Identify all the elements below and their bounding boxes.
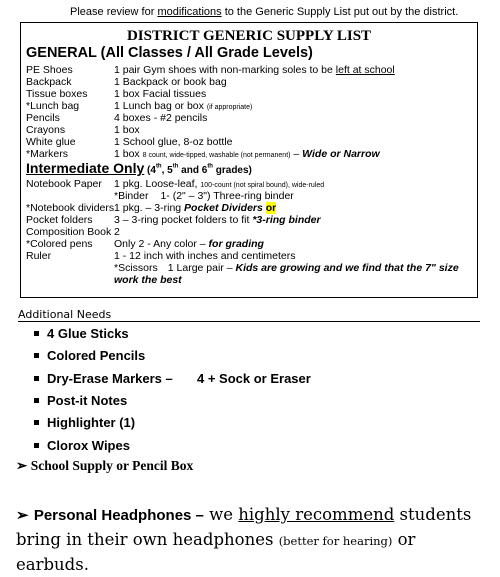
review-notice [70,6,458,18]
need-item-colored-pencils [34,348,145,363]
general-item-white-glue [26,136,233,148]
need-item-highlighter [34,415,135,430]
item-label: Tissue boxes [26,88,88,100]
item-text: 1 School glue, 8-oz bottle [114,136,233,148]
item-label: *Scissors [114,262,158,274]
item-label: Crayons [26,124,66,136]
arrow-bullet-icon: ➢ [16,507,29,524]
item-text: 1 pkg. Loose-leaf, [114,178,201,190]
need-item-clorox-wipes [34,438,130,453]
need-item-post-it-notes [34,393,127,408]
item-text: 1 Large pair – [167,262,236,274]
headphones-label: Personal Headphones – [33,507,204,524]
need-item-label: Colored Pencils [47,348,146,363]
general-item-crayons [26,124,140,136]
school-supply-box-text: School Supply or Pencil Box [30,458,194,473]
general-item-pencils [26,112,207,124]
headphones-text-1: we [203,505,239,524]
item-text: Only 2 - Any color – [114,238,209,250]
item-label: *Lunch bag [26,100,80,112]
inter-item-ruler [26,250,296,262]
item-label: Composition Book [26,226,112,238]
need-side-note: 4 + Sock or Eraser [197,371,311,386]
item-label: Pocket folders [26,214,93,226]
need-item-dry-erase-markers [34,371,173,386]
item-small-note: 8 count, wide-tipped, washable (not permanent) [142,152,291,159]
item-text: 3 – 3-ring pocket folders to fit [114,214,253,226]
inter-item-notebook-dividers [26,202,276,214]
grades-mid-2: and 6 [178,165,208,176]
notice-after: to the Generic Supply List put out by the district. [221,6,459,18]
grades-paren-close: grades) [212,165,252,176]
item-text: 1 Backpack or book bag [114,76,227,88]
square-bullet-icon [34,376,39,381]
item-bold-note: for grading [208,238,264,250]
square-bullet-icon [34,353,39,358]
school-supply-box-line [16,458,193,474]
item-label: *Binder [114,190,149,202]
square-bullet-icon [34,420,39,425]
item-label: *Notebook dividers [26,202,115,214]
headphones-underlined: highly recommend [238,505,395,524]
item-bold-note: Pocket Dividers [184,202,263,214]
grade-suffix: th [155,163,162,170]
inter-item-composition-book [26,226,120,238]
additional-needs-title: Additional Needs [18,308,112,321]
scissors-note-line-2: work the best [114,274,182,286]
item-label: Pencils [26,112,60,124]
grades-mid-1: , 5 [161,165,173,176]
general-item-tissue-boxes [26,88,206,100]
inter-item-pocket-folders [26,214,321,226]
item-label: Notebook Paper [26,178,102,190]
item-text: 1- (2" – 3") Three-ring binder [160,190,294,202]
general-item-backpack [26,76,227,88]
item-bold-note: *3-ring binder [252,214,321,226]
item-text: 1 Lunch bag or box [114,100,207,112]
item-small-note: 100-count (not spiral bound), wide-ruled [200,182,325,189]
item-text: 1 pair Gym shoes with non-marking soles to be [114,64,336,76]
item-text: 1 box [114,148,143,160]
highlighted-or: or [265,202,277,214]
need-item-label: Highlighter (1) [47,415,136,430]
headphones-note [16,503,486,577]
item-small-note: (if appropriate) [206,104,253,111]
item-label: PE Shoes [26,64,73,76]
divider [18,321,480,322]
item-text: 4 boxes - #2 pencils [114,112,208,124]
grade-suffix: th [172,163,179,170]
intermediate-heading-main: Intermediate Only [26,160,145,176]
inter-item-scissors [114,262,459,274]
headphones-text-3: or earbuds. [16,530,416,574]
modifications-link[interactable]: modifications [157,6,222,18]
supply-list-title: DISTRICT GENERIC SUPPLY LIST [126,28,372,44]
square-bullet-icon [34,331,39,336]
need-item-label: Post-it Notes [47,393,128,408]
item-text: 1 - 12 inch with inches and centimeters [114,250,296,262]
general-heading: GENERAL (All Classes / All Grade Levels) [26,45,313,61]
supply-list-box [20,22,478,298]
need-item-glue-sticks [34,326,129,341]
notice-before: Please review for [70,6,158,18]
item-dash: – [290,148,303,160]
item-text: 1 box [114,124,140,136]
square-bullet-icon [34,398,39,403]
inter-item-colored-pens [26,238,264,250]
square-bullet-icon [34,443,39,448]
item-label: *Markers [26,148,69,160]
item-label: Ruler [26,250,52,262]
item-text: 1 pkg. – 3-ring [114,202,185,214]
inter-item-binder [114,190,294,202]
arrow-bullet-icon: ➢ [16,458,28,473]
item-label: *Colored pens [26,238,93,250]
grades-paren-open: (4 [144,165,156,176]
item-text: 1 box Facial tissues [114,88,207,100]
item-bold-note: Wide or Narrow [302,148,380,160]
grade-suffix: th [207,163,213,170]
need-item-label: Clorox Wipes [47,438,130,453]
headphones-small-note: (better for hearing) [278,534,393,548]
item-underlined: left at school [335,64,395,76]
general-item-pe-shoes [26,64,395,76]
need-item-label: Dry-Erase Markers – [47,371,173,386]
need-item-label: 4 Glue Sticks [47,326,129,341]
item-label: White glue [26,136,76,148]
item-text: 2 [114,226,120,238]
headphones-text-2: students bring in their own headphones [16,505,472,549]
intermediate-heading [26,160,252,176]
item-label: Backpack [26,76,72,88]
item-bold-note: Kids are growing and we find that the 7" size [235,262,459,274]
